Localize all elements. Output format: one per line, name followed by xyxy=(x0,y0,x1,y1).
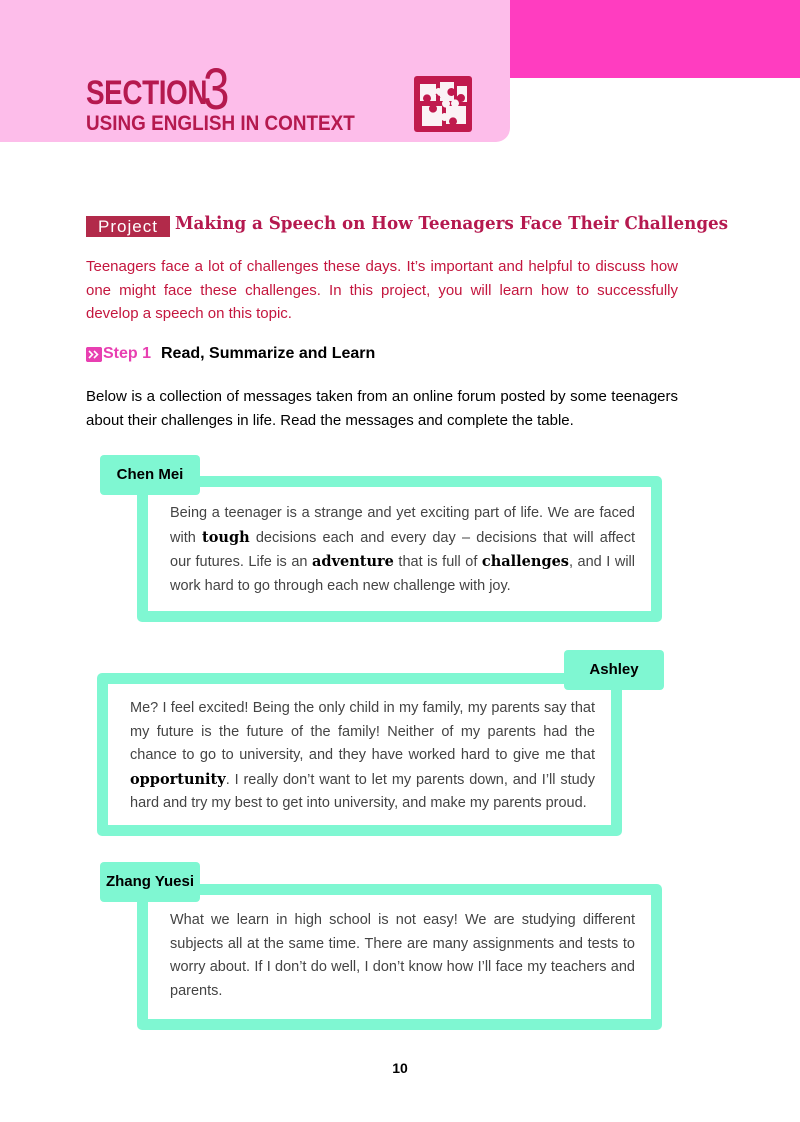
keyword-adventure: adventure xyxy=(312,553,394,570)
project-intro: Teenagers face a lot of challenges these days. It’s important and helpful to discuss how one might face these challenges. In this project, you will learn how to successfully develop a speech on this topic. xyxy=(86,258,678,322)
section-subtitle: USING ENGLISH IN CONTEXT xyxy=(86,112,355,135)
section-label: SECTION xyxy=(86,74,208,112)
message-text-chen-mei: Being a teenager is a strange and yet exciting part of life. We are faced with tough decisions each and every day – decisions that will affect our futures. Life is an adventure that is full of challenges, and I will work hard to go through each new challenge with joy. xyxy=(170,505,635,594)
project-tag: Project xyxy=(86,216,170,237)
step-title: Read, Summarize and Learn xyxy=(161,345,376,362)
project-title: Making a Speech on How Teenagers Face Their Challenges xyxy=(175,213,729,234)
keyword-tough: tough xyxy=(202,528,250,546)
author-tag-chen-mei: Chen Mei xyxy=(100,455,200,495)
step-description: Below is a collection of messages taken from an online forum posted by some teenagers about their challenges in life. Read the messages and complete the table. xyxy=(86,388,678,429)
header-accent-block xyxy=(510,0,800,78)
puzzle-icon xyxy=(414,76,472,132)
message-text-zhang-yuesi: What we learn in high school is not easy! We are studying different subjects all at the same time. There are many assignments and tests to worry about. If I don’t do well, I don’t know how I’ll face my teachers and parents. xyxy=(170,912,635,999)
keyword-challenges: challenges xyxy=(481,553,569,570)
section-number: 3 xyxy=(203,57,230,122)
message-text-ashley: Me? I feel excited! Being the only child in my family, my parents say that my future is the future of the family! Neither of my parents had the chance to go to university, and they have worked hard to give me that opportunity. I really don’t want to let my parents down, and I’ll study hard and try my best to get into university, and make my parents proud. xyxy=(130,700,595,811)
double-chevron-icon xyxy=(86,347,102,362)
author-tag-ashley: Ashley xyxy=(564,650,664,690)
page-number: 10 xyxy=(392,1060,408,1076)
step-label: Step 1 xyxy=(103,345,152,362)
author-tag-zhang-yuesi: Zhang Yuesi xyxy=(100,862,200,902)
keyword-opportunity: opportunity xyxy=(130,770,226,788)
